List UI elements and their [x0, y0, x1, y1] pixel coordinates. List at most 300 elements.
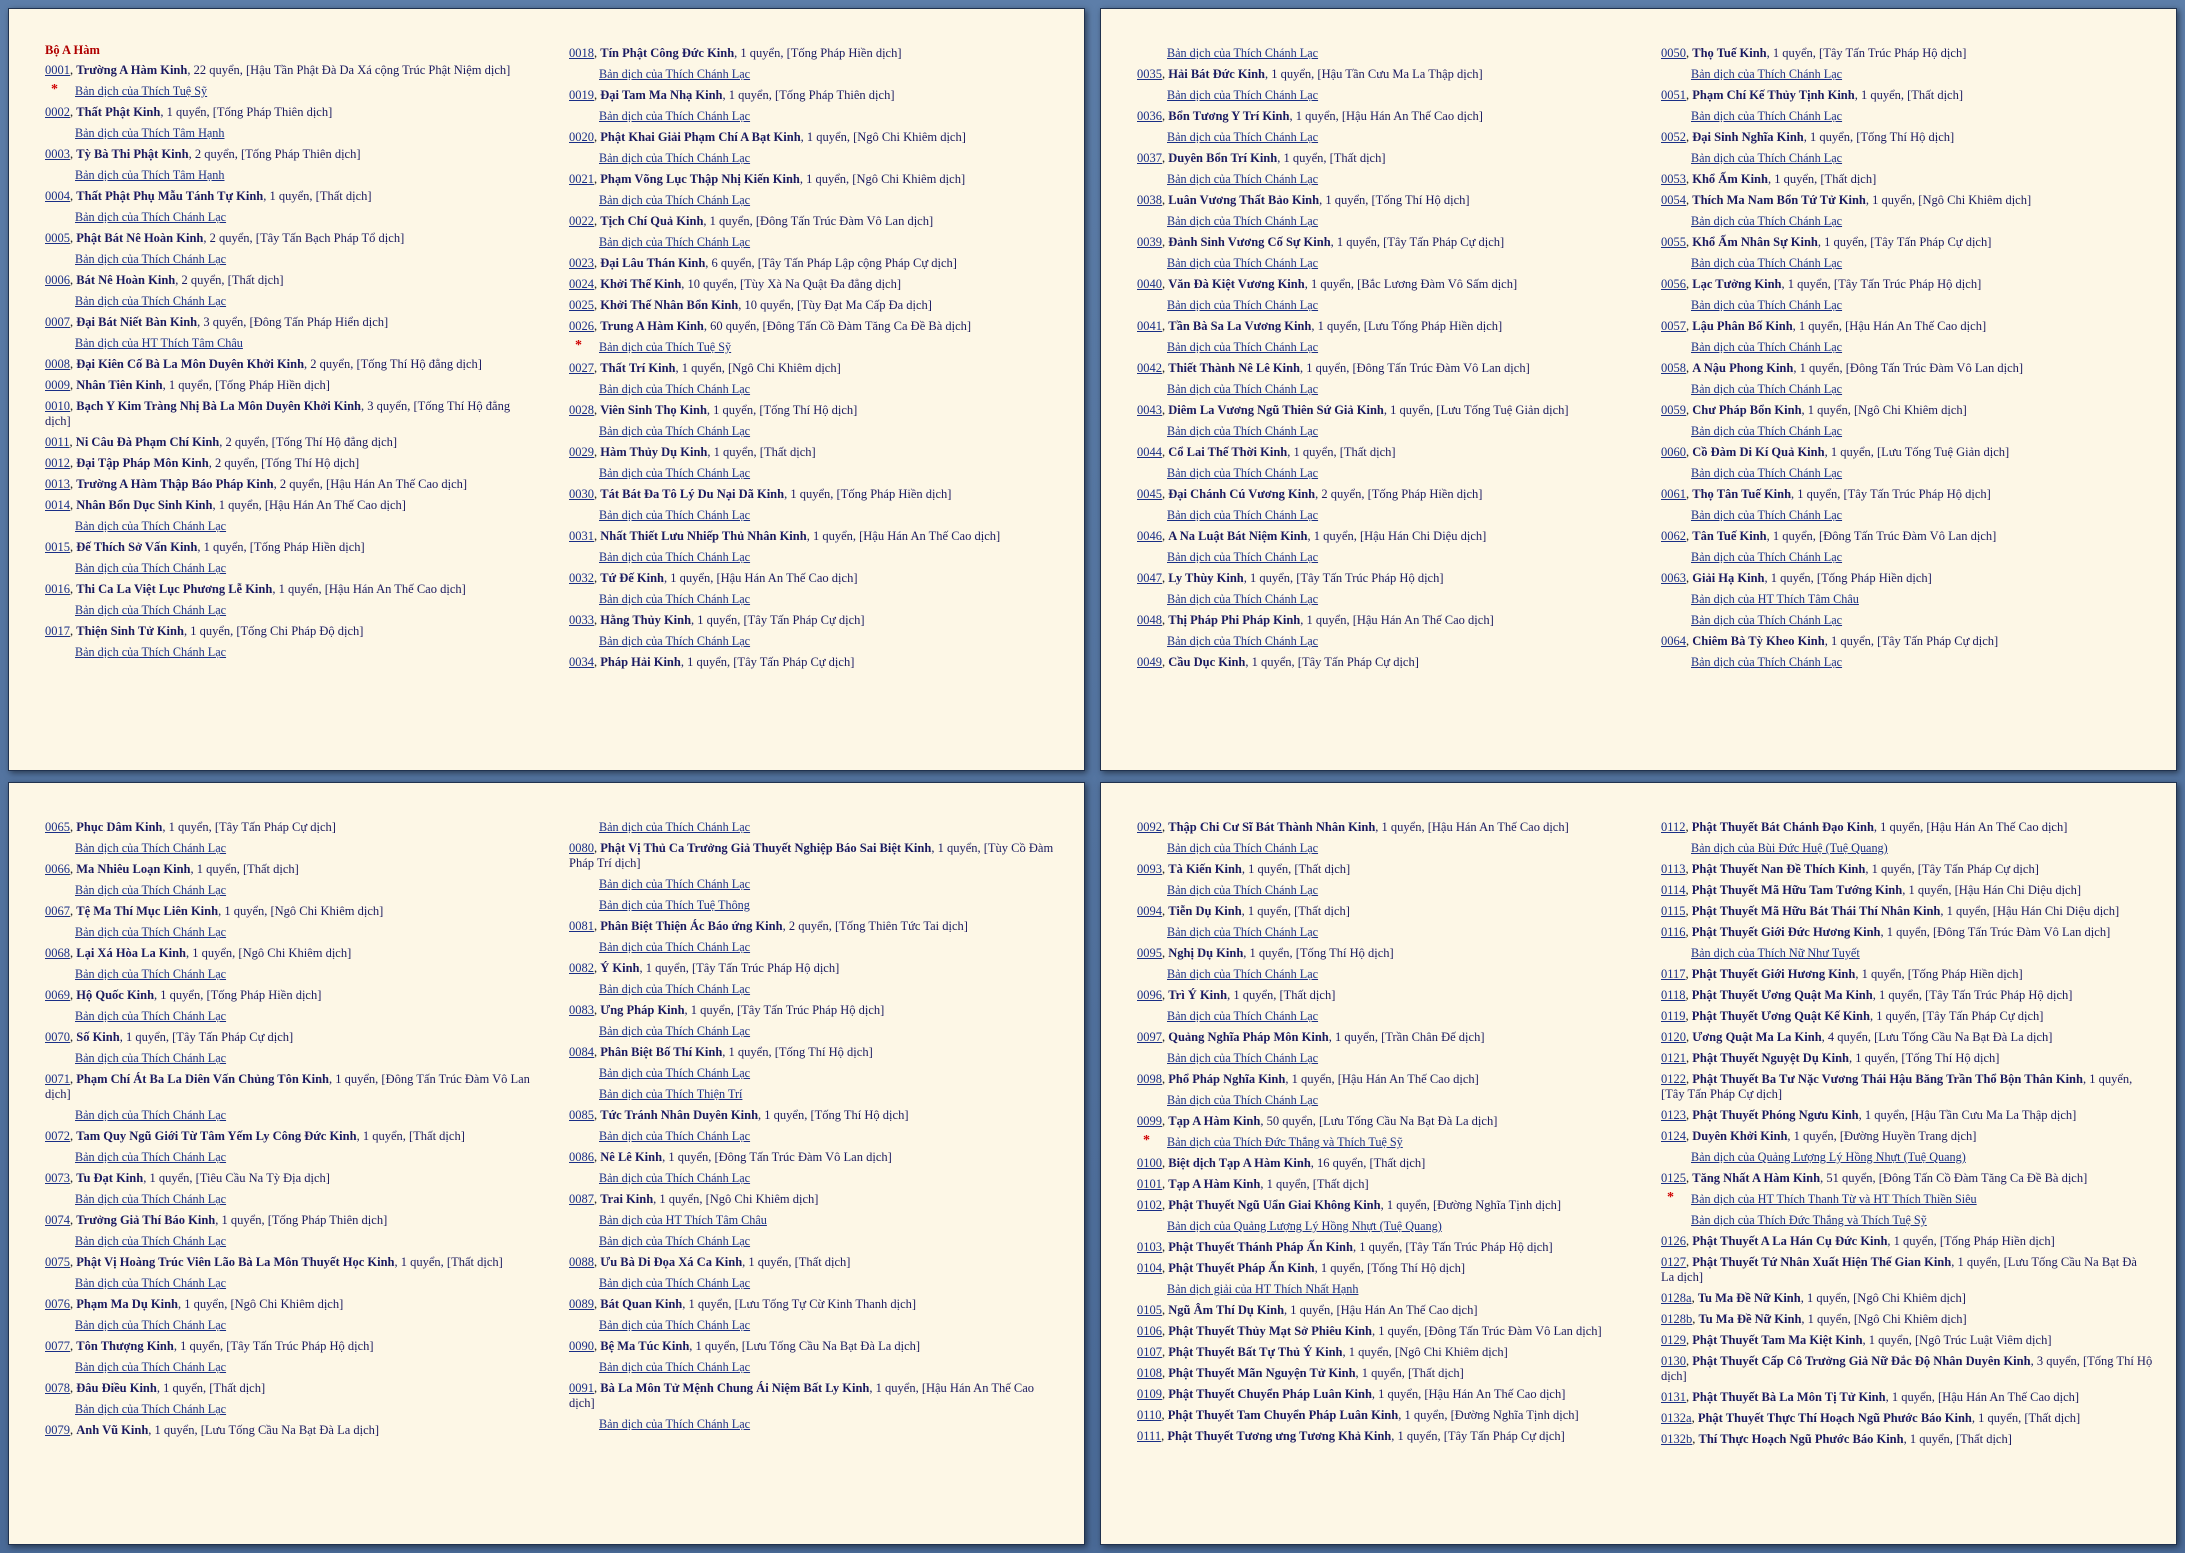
translation-link[interactable]: Bản dịch của Thích Chánh Lạc: [599, 151, 751, 165]
translation-link[interactable]: Bản dịch của Thích Chánh Lạc: [1167, 592, 1319, 606]
sutra-title: Nhân Tiên Kinh: [76, 378, 163, 392]
sutra-number-link[interactable]: 0095: [1137, 946, 1162, 960]
translation-link[interactable]: Bản dịch của Thích Chánh Lạc: [75, 841, 227, 855]
sutra-entry: [1137, 1363, 1629, 1384]
translation-link[interactable]: Bản dịch của HT Thích Tâm Châu: [1691, 592, 1859, 606]
translation-entry: [1137, 169, 1629, 190]
sutra-number-link[interactable]: 0061: [1661, 487, 1686, 501]
sutra-number-link[interactable]: 0120: [1661, 1030, 1686, 1044]
sutra-number-link[interactable]: 0025: [569, 298, 594, 312]
sutra-entry-text: 0034, Pháp Hải Kinh, 1 quyển, [Tây Tấn Pháp Cự dịch]: [569, 655, 855, 669]
sutra-title: Hộ Quốc Kinh: [76, 988, 155, 1002]
sutra-number-link[interactable]: 0043: [1137, 403, 1162, 417]
translation-link[interactable]: Bản dịch của Thích Chánh Lạc: [599, 67, 751, 81]
sutra-title: Hằng Thủy Kinh: [600, 613, 692, 627]
sutra-number-link[interactable]: 0035: [1137, 67, 1162, 81]
sutra-title: Nhân Bổn Dục Sinh Kinh: [76, 498, 213, 512]
sutra-meta: , 1 quyển, [Đông Tấn Trúc Đàm Vô Lan dịch]: [45, 1072, 530, 1101]
translation-link[interactable]: Bản dịch của Thích Chánh Lạc: [599, 193, 751, 207]
sutra-number-link[interactable]: 0052: [1661, 130, 1686, 144]
translation-link[interactable]: Bản dịch của Thích Chánh Lạc: [75, 883, 227, 897]
translation-link[interactable]: Bản dịch của Thích Chánh Lạc: [599, 982, 751, 996]
sutra-number-link[interactable]: 0001: [45, 63, 70, 77]
sutra-number-link[interactable]: 0071: [45, 1072, 70, 1086]
sutra-number-link[interactable]: 0131: [1661, 1390, 1686, 1404]
translation-link[interactable]: Bản dịch của Thích Chánh Lạc: [1167, 841, 1319, 855]
sutra-number-link[interactable]: 0014: [45, 498, 70, 512]
sutra-entry-text: 0012, Đại Tập Pháp Môn Kinh, 2 quyển, [Tống Thí Hộ dịch]: [45, 456, 360, 470]
document-page: [1100, 782, 2177, 1545]
sutra-number-link[interactable]: 0119: [1661, 1009, 1686, 1023]
sutra-number-link[interactable]: 0024: [569, 277, 594, 291]
sutra-title: Trường A Hàm Thập Báo Pháp Kinh: [76, 477, 274, 491]
translation-link[interactable]: Bản dịch của Thích Chánh Lạc: [75, 519, 227, 533]
sutra-title: Duyên Bổn Trí Kinh: [1168, 151, 1278, 165]
sutra-number-link[interactable]: 0115: [1661, 904, 1686, 918]
translation-link[interactable]: Bản dịch của Thích Chánh Lạc: [1691, 256, 1843, 270]
translation-link[interactable]: Bản dịch của Thích Chánh Lạc: [1691, 67, 1843, 81]
sutra-number-link[interactable]: 0064: [1661, 634, 1686, 648]
sutra-number-link[interactable]: 0096: [1137, 988, 1162, 1002]
translation-link[interactable]: Bản dịch của Thích Chánh Lạc: [1691, 550, 1843, 564]
sutra-number-link[interactable]: 0067: [45, 904, 70, 918]
sutra-number-link[interactable]: 0097: [1137, 1030, 1162, 1044]
translation-link[interactable]: Bản dịch của Thích Chánh Lạc: [1167, 214, 1319, 228]
sutra-number-link[interactable]: 0084: [569, 1045, 594, 1059]
sutra-entry-text: 0126, Phật Thuyết A La Hán Cụ Đức Kinh, 1 quyển, [Tống Pháp Hiền dịch]: [1661, 1234, 2055, 1248]
translation-link[interactable]: Bản dịch của Thích Chánh Lạc: [1167, 967, 1319, 981]
sutra-number-link[interactable]: 0031: [569, 529, 594, 543]
translation-link[interactable]: Bản dịch của Thích Chánh Lạc: [599, 508, 751, 522]
sutra-number-link[interactable]: 0063: [1661, 571, 1686, 585]
sutra-number-link[interactable]: 0100: [1137, 1156, 1162, 1170]
translation-link[interactable]: Bản dịch của Thích Tuệ Sỹ: [599, 340, 732, 354]
translation-link[interactable]: Bản dịch của Thích Chánh Lạc: [599, 235, 751, 249]
sutra-number-link[interactable]: 0128a: [1661, 1291, 1692, 1305]
sutra-number-link[interactable]: 0121: [1661, 1051, 1686, 1065]
translation-entry: [45, 165, 537, 186]
translation-entry: [1137, 43, 1629, 64]
sutra-number-link[interactable]: 0081: [569, 919, 594, 933]
translation-link[interactable]: Bản dịch của Thích Chánh Lạc: [75, 1234, 227, 1248]
translation-link[interactable]: Bản dịch của Thích Chánh Lạc: [1167, 256, 1319, 270]
sutra-number-link[interactable]: 0130: [1661, 1354, 1686, 1368]
translation-link[interactable]: Bản dịch của Thích Đức Thắng và Thích Tuệ Sỹ: [1167, 1135, 1403, 1149]
sutra-number-link[interactable]: 0016: [45, 582, 70, 596]
sutra-title: Bát Quan Kinh: [600, 1297, 683, 1311]
translation-link[interactable]: Bản dịch của Thích Chánh Lạc: [599, 940, 751, 954]
sutra-number-link[interactable]: 0082: [569, 961, 594, 975]
sutra-number-link[interactable]: 0104: [1137, 1261, 1162, 1275]
translation-link[interactable]: Bản dịch của Thích Chánh Lạc: [1691, 655, 1843, 669]
sutra-title: Ma Nhiêu Loạn Kinh: [76, 862, 191, 876]
sutra-number-link[interactable]: 0028: [569, 403, 594, 417]
sutra-number-link[interactable]: 0041: [1137, 319, 1162, 333]
sutra-number-link[interactable]: 0080: [569, 841, 594, 855]
sutra-number-link[interactable]: 0102: [1137, 1198, 1162, 1212]
sutra-entry: [569, 526, 1061, 547]
sutra-title: Luân Vương Thất Bảo Kinh: [1168, 193, 1320, 207]
translation-link[interactable]: Bản dịch của Thích Chánh Lạc: [599, 1129, 751, 1143]
sutra-entry-text: 0069, Hộ Quốc Kinh, 1 quyển, [Tống Pháp Hiền dịch]: [45, 988, 322, 1002]
sutra-number-link[interactable]: 0030: [569, 487, 594, 501]
sutra-number-link[interactable]: 0003: [45, 147, 70, 161]
translation-link[interactable]: Bản dịch của Thích Chánh Lạc: [1167, 88, 1319, 102]
translation-link[interactable]: Bản dịch của Thích Chánh Lạc: [599, 1066, 751, 1080]
sutra-entry: [1137, 1195, 1629, 1216]
sutra-title: Phật Thuyết A La Hán Cụ Đức Kinh: [1692, 1234, 1888, 1248]
sutra-title: Đại Chánh Cú Vương Kinh: [1168, 487, 1316, 501]
translation-link[interactable]: Bản dịch của Thích Chánh Lạc: [75, 645, 227, 659]
translation-link[interactable]: Bản dịch của Thích Chánh Lạc: [1691, 298, 1843, 312]
translation-link[interactable]: Bản dịch của Thích Chánh Lạc: [599, 1024, 751, 1038]
translation-link[interactable]: Bản dịch của Thích Chánh Lạc: [75, 252, 227, 266]
sutra-entry-text: 0057, Lậu Phân Bố Kinh, 1 quyển, [Hậu Hán An Thế Cao dịch]: [1661, 319, 1987, 333]
translation-link[interactable]: Bản dịch của Thích Tâm Hạnh: [75, 126, 225, 140]
sutra-title: Tôn Thượng Kinh: [76, 1339, 174, 1353]
translation-link[interactable]: Bản dịch của Thích Chánh Lạc: [1167, 130, 1319, 144]
translation-link[interactable]: Bản dịch của Thích Thiện Trí: [599, 1087, 743, 1101]
sutra-number-link[interactable]: 0105: [1137, 1303, 1162, 1317]
sutra-number-link[interactable]: 0108: [1137, 1366, 1162, 1380]
sutra-number-link[interactable]: 0062: [1661, 529, 1686, 543]
sutra-number-link[interactable]: 0049: [1137, 655, 1162, 669]
translation-entry: [45, 1231, 537, 1252]
translation-link[interactable]: Bản dịch của Thích Tâm Hạnh: [75, 168, 225, 182]
sutra-number-link[interactable]: 0027: [569, 361, 594, 375]
translation-link[interactable]: Bản dịch của Thích Chánh Lạc: [1167, 424, 1319, 438]
translation-link[interactable]: Bản dịch của Thích Chánh Lạc: [1691, 109, 1843, 123]
sutra-number-link[interactable]: 0109: [1137, 1387, 1162, 1401]
sutra-title: Phổ Pháp Nghĩa Kinh: [1168, 1072, 1286, 1086]
translation-link[interactable]: Bản dịch của Thích Chánh Lạc: [599, 1276, 751, 1290]
sutra-number-link[interactable]: 0004: [45, 189, 70, 203]
translation-entry: [1661, 838, 2153, 859]
sutra-number-link[interactable]: 0057: [1661, 319, 1686, 333]
sutra-number-link[interactable]: 0009: [45, 378, 70, 392]
sutra-number-link[interactable]: 0126: [1661, 1234, 1686, 1248]
translation-link[interactable]: Bản dịch của Thích Chánh Lạc: [1167, 172, 1319, 186]
sutra-number-link[interactable]: 0040: [1137, 277, 1162, 291]
translation-link[interactable]: Bản dịch của Thích Chánh Lạc: [599, 634, 751, 648]
sutra-number-link[interactable]: 0051: [1661, 88, 1686, 102]
translation-link[interactable]: Bản dịch của Thích Chánh Lạc: [1167, 1051, 1319, 1065]
sutra-number-link[interactable]: 0098: [1137, 1072, 1162, 1086]
translation-link[interactable]: Bản dịch của Thích Chánh Lạc: [1167, 466, 1319, 480]
translation-link[interactable]: Bản dịch của Thích Chánh Lạc: [599, 820, 751, 834]
sutra-number-link[interactable]: 0022: [569, 214, 594, 228]
translation-link[interactable]: Bản dịch của Thích Chánh Lạc: [75, 1150, 227, 1164]
sutra-entry: [569, 610, 1061, 631]
translation-link[interactable]: Bản dịch của HT Thích Tâm Châu: [75, 336, 243, 350]
translation-entry: [45, 249, 537, 270]
sutra-number-link[interactable]: 0037: [1137, 151, 1162, 165]
sutra-entry: [1137, 568, 1629, 589]
sutra-title: Phật Thuyết Thủy Mạt Sở Phiêu Kinh: [1168, 1324, 1372, 1338]
translation-link[interactable]: Bản dịch của Thích Chánh Lạc: [1691, 613, 1843, 627]
sutra-entry-text: 0067, Tệ Ma Thí Mục Liên Kinh, 1 quyển, [Ngô Chi Khiêm dịch]: [45, 904, 384, 918]
sutra-number-link[interactable]: 0118: [1661, 988, 1686, 1002]
translation-link[interactable]: Bản dịch của Thích Chánh Lạc: [1167, 925, 1319, 939]
sutra-number-link[interactable]: 0013: [45, 477, 70, 491]
translation-link[interactable]: Bản dịch của Thích Chánh Lạc: [1167, 508, 1319, 522]
sutra-number-link[interactable]: 0010: [45, 399, 70, 413]
sutra-number-link[interactable]: 0078: [45, 1381, 70, 1395]
sutra-number-link[interactable]: 0048: [1137, 613, 1162, 627]
translation-link[interactable]: Bản dịch của Thích Chánh Lạc: [599, 382, 751, 396]
sutra-number-link[interactable]: 0008: [45, 357, 70, 371]
sutra-meta: , 1 quyển, [Tống Pháp Hiền dịch]: [1855, 967, 2023, 981]
sutra-number-link[interactable]: 0055: [1661, 235, 1686, 249]
sutra-number-link[interactable]: 0046: [1137, 529, 1162, 543]
sutra-number-link[interactable]: 0092: [1137, 820, 1162, 834]
sutra-meta: , 1 quyển, [Tống Thí Hộ dịch]: [1849, 1051, 2000, 1065]
sutra-number-link[interactable]: 0050: [1661, 46, 1686, 60]
translation-link[interactable]: Bản dịch của Thích Chánh Lạc: [599, 1318, 751, 1332]
sutra-number-link[interactable]: 0122: [1661, 1072, 1686, 1086]
translation-link[interactable]: Bản dịch của Thích Chánh Lạc: [75, 1108, 227, 1122]
sutra-number-link[interactable]: 0111: [1137, 1429, 1162, 1443]
sutra-entry-text: 0129, Phật Thuyết Tam Ma Kiệt Kinh, 1 quyển, [Ngô Trúc Luật Viêm dịch]: [1661, 1333, 2052, 1347]
sutra-number-link[interactable]: 0073: [45, 1171, 70, 1185]
sutra-number-link[interactable]: 0038: [1137, 193, 1162, 207]
sutra-number-link[interactable]: 0074: [45, 1213, 70, 1227]
sutra-title: Đảnh Sinh Vương Cố Sự Kinh: [1168, 235, 1331, 249]
translation-entry: [1661, 253, 2153, 274]
sutra-number-link[interactable]: 0070: [45, 1030, 70, 1044]
sutra-entry-text: 0007, Đại Bát Niết Bàn Kinh, 3 quyển, [Đông Tấn Pháp Hiển dịch]: [45, 315, 389, 329]
sutra-meta: , 1 quyển, [Tây Tấn Pháp Cự dịch]: [1824, 634, 1999, 648]
translation-link[interactable]: Bản dịch của Thích Chánh Lạc: [1691, 508, 1843, 522]
translation-link[interactable]: Bản dịch của Thích Chánh Lạc: [599, 466, 751, 480]
translation-link[interactable]: Bản dịch giải của HT Thích Nhất Hạnh: [1167, 1282, 1359, 1296]
sutra-number-link[interactable]: 0087: [569, 1192, 594, 1206]
translation-link[interactable]: Bản dịch của Thích Chánh Lạc: [1167, 1093, 1319, 1107]
sutra-number-link[interactable]: 0106: [1137, 1324, 1162, 1338]
sutra-number-link[interactable]: 0114: [1661, 883, 1686, 897]
translation-link[interactable]: Bản dịch của Thích Chánh Lạc: [75, 1192, 227, 1206]
translation-link[interactable]: Bản dịch của Thích Chánh Lạc: [75, 1402, 227, 1416]
translation-entry: [1661, 463, 2153, 484]
sutra-number-link[interactable]: 0058: [1661, 361, 1686, 375]
sutra-title: Khổ Ấm Nhân Sự Kinh: [1692, 235, 1818, 249]
translation-link[interactable]: Bản dịch của Thích Chánh Lạc: [599, 877, 751, 891]
translation-link[interactable]: Bản dịch của Thích Chánh Lạc: [599, 592, 751, 606]
sutra-number-link[interactable]: 0017: [45, 624, 70, 638]
sutra-entry: [1661, 43, 2153, 64]
translation-link[interactable]: Bản dịch của HT Thích Thanh Từ và HT Thích Thiền Siêu: [1691, 1192, 1977, 1206]
sutra-number-link[interactable]: 0056: [1661, 277, 1686, 291]
sutra-number-link[interactable]: 0090: [569, 1339, 594, 1353]
sutra-title: Phạm Chí Kế Thủy Tịnh Kinh: [1692, 88, 1855, 102]
sutra-number-link[interactable]: 0023: [569, 256, 594, 270]
sutra-number-link[interactable]: 0060: [1661, 445, 1686, 459]
translation-link[interactable]: Bản dịch của Thích Chánh Lạc: [1167, 883, 1319, 897]
sutra-number-link[interactable]: 0018: [569, 46, 594, 60]
sutra-number-link[interactable]: 0066: [45, 862, 70, 876]
translation-link[interactable]: Bản dịch của Thích Chánh Lạc: [1691, 340, 1843, 354]
sutra-number-link[interactable]: 0099: [1137, 1114, 1162, 1128]
sutra-number-link[interactable]: 0047: [1137, 571, 1162, 585]
sutra-number-link[interactable]: 0103: [1137, 1240, 1162, 1254]
sutra-number-link[interactable]: 0011: [45, 435, 70, 449]
sutra-number-link[interactable]: 0117: [1661, 967, 1686, 981]
translation-entry: [569, 1063, 1061, 1084]
sutra-entry: [45, 1420, 537, 1441]
translation-link[interactable]: Bản dịch của Thích Đức Thắng và Thích Tuệ Sỹ: [1691, 1213, 1927, 1227]
sutra-number-link[interactable]: 0091: [569, 1381, 594, 1395]
translation-link[interactable]: Bản dịch của Thích Tuệ Sỹ: [75, 84, 208, 98]
sutra-number-link[interactable]: 0015: [45, 540, 70, 554]
sutra-number-link[interactable]: 0127: [1661, 1255, 1686, 1269]
sutra-number-link[interactable]: 0005: [45, 231, 70, 245]
sutra-title: Đại Tập Pháp Môn Kinh: [76, 456, 209, 470]
translation-link[interactable]: Bản dịch của Thích Chánh Lạc: [1691, 424, 1843, 438]
sutra-number-link[interactable]: 0107: [1137, 1345, 1162, 1359]
translation-link[interactable]: Bản dịch của Thích Nữ Như Tuyết: [1691, 946, 1860, 960]
sutra-number-link[interactable]: 0110: [1137, 1408, 1162, 1422]
translation-link[interactable]: Bản dịch của Thích Chánh Lạc: [599, 109, 751, 123]
sutra-number-link[interactable]: 0033: [569, 613, 594, 627]
sutra-number-link[interactable]: 0006: [45, 273, 70, 287]
sutra-number-link[interactable]: 0085: [569, 1108, 594, 1122]
translation-link[interactable]: Bản dịch của Thích Chánh Lạc: [1167, 298, 1319, 312]
translation-link[interactable]: Bản dịch của Thích Chánh Lạc: [1167, 340, 1319, 354]
translation-link[interactable]: Bản dịch của Quảng Lượng Lý Hồng Nhựt (Tuệ Quang): [1167, 1219, 1442, 1233]
sutra-meta: , 60 quyển, [Đông Tấn Cồ Đàm Tăng Ca Đề Bà dịch]: [703, 319, 972, 333]
sutra-number-link[interactable]: 0116: [1661, 925, 1686, 939]
sutra-meta: , 1 quyển, [Đông Tấn Trúc Đàm Vô Lan dịch]: [1766, 529, 1997, 543]
sutra-number-link[interactable]: 0019: [569, 88, 594, 102]
sutra-number-link[interactable]: 0007: [45, 315, 70, 329]
sutra-number-link[interactable]: 0132a: [1661, 1411, 1692, 1425]
sutra-number-link[interactable]: 0079: [45, 1423, 70, 1437]
translation-link[interactable]: Bản dịch của Thích Chánh Lạc: [1691, 151, 1843, 165]
translation-link[interactable]: Bản dịch của Thích Chánh Lạc: [599, 550, 751, 564]
sutra-number-link[interactable]: 0029: [569, 445, 594, 459]
translation-link[interactable]: Bản dịch của Thích Chánh Lạc: [1167, 1009, 1319, 1023]
sutra-number-link[interactable]: 0112: [1661, 820, 1686, 834]
translation-link[interactable]: Bản dịch của Thích Chánh Lạc: [1167, 550, 1319, 564]
translation-link[interactable]: Bản dịch của Thích Chánh Lạc: [75, 1360, 227, 1374]
sutra-number-link[interactable]: 0086: [569, 1150, 594, 1164]
translation-link[interactable]: Bản dịch của Thích Chánh Lạc: [599, 424, 751, 438]
sutra-number-link[interactable]: 0125: [1661, 1171, 1686, 1185]
sutra-number-link[interactable]: 0020: [569, 130, 594, 144]
translation-link[interactable]: Bản dịch của Quảng Lượng Lý Hồng Nhựt (Tuệ Quang): [1691, 1150, 1966, 1164]
sutra-number-link[interactable]: 0021: [569, 172, 594, 186]
sutra-number-link[interactable]: 0012: [45, 456, 70, 470]
translation-link[interactable]: Bản dịch của Thích Chánh Lạc: [599, 1234, 751, 1248]
sutra-entry-text: 0005, Phật Bát Nê Hoàn Kinh, 2 quyển, [Tây Tấn Bạch Pháp Tổ dịch]: [45, 231, 405, 245]
sutra-number-link[interactable]: 0124: [1661, 1129, 1686, 1143]
sutra-number-link[interactable]: 0123: [1661, 1108, 1686, 1122]
sutra-number-link[interactable]: 0039: [1137, 235, 1162, 249]
sutra-entry-text: 0040, Văn Đà Kiệt Vương Kinh, 1 quyển, [Bắc Lương Đàm Vô Sấm dịch]: [1137, 277, 1518, 291]
sutra-title: Phân Biệt Thiện Ác Báo ứng Kinh: [600, 919, 783, 933]
sutra-number-link[interactable]: 0026: [569, 319, 594, 333]
sutra-number-link[interactable]: 0042: [1137, 361, 1162, 375]
translation-link[interactable]: Bản dịch của Thích Chánh Lạc: [1691, 214, 1843, 228]
sutra-entry: [1661, 1429, 2153, 1450]
sutra-title: Tứ Đế Kinh: [600, 571, 665, 585]
sutra-number-link[interactable]: 0059: [1661, 403, 1686, 417]
sutra-number-link[interactable]: 0113: [1661, 862, 1686, 876]
sutra-entry-text: 0106, Phật Thuyết Thủy Mạt Sở Phiêu Kinh, 1 quyển, [Đông Tấn Trúc Đàm Vô Lan dịch]: [1137, 1324, 1602, 1338]
translation-link[interactable]: Bản dịch của Thích Chánh Lạc: [75, 1318, 227, 1332]
sutra-meta: , 1 quyển, [Thất dịch]: [263, 189, 372, 203]
translation-link[interactable]: Bản dịch của Thích Chánh Lạc: [75, 967, 227, 981]
translation-link[interactable]: Bản dịch của Thích Chánh Lạc: [1691, 466, 1843, 480]
translation-link[interactable]: Bản dịch của Thích Chánh Lạc: [75, 1051, 227, 1065]
sutra-number-link[interactable]: 0088: [569, 1255, 594, 1269]
sutra-number-link[interactable]: 0054: [1661, 193, 1686, 207]
sutra-number-link[interactable]: 0069: [45, 988, 70, 1002]
sutra-entry: [1661, 1288, 2153, 1309]
translation-link[interactable]: Bản dịch của Thích Chánh Lạc: [75, 603, 227, 617]
sutra-number-link[interactable]: 0089: [569, 1297, 594, 1311]
translation-link[interactable]: Bản dịch của Thích Chánh Lạc: [75, 210, 227, 224]
sutra-number-link[interactable]: 0075: [45, 1255, 70, 1269]
sutra-number-link[interactable]: 0034: [569, 655, 594, 669]
sutra-number-link[interactable]: 0093: [1137, 862, 1162, 876]
translation-link[interactable]: Bản dịch của Thích Chánh Lạc: [75, 294, 227, 308]
translation-entry: [45, 964, 537, 985]
translation-entry: [45, 1048, 537, 1069]
sutra-number-link[interactable]: 0053: [1661, 172, 1686, 186]
sutra-entry-text: 0062, Tân Tuế Kinh, 1 quyển, [Đông Tấn Trúc Đàm Vô Lan dịch]: [1661, 529, 1997, 543]
translation-link[interactable]: Bản dịch của Thích Chánh Lạc: [1691, 382, 1843, 396]
translation-link[interactable]: Bản dịch của Thích Tuệ Thông: [599, 898, 750, 912]
translation-link[interactable]: Bản dịch của Thích Chánh Lạc: [75, 925, 227, 939]
sutra-meta: , 1 quyển, [Hậu Hán An Thế Cao dịch]: [1885, 1390, 2080, 1404]
sutra-number-link[interactable]: 0032: [569, 571, 594, 585]
sutra-number-link[interactable]: 0128b: [1661, 1312, 1693, 1326]
sutra-number-link[interactable]: 0002: [45, 105, 70, 119]
translation-link[interactable]: Bản dịch của Thích Chánh Lạc: [75, 1276, 227, 1290]
translation-link[interactable]: Bản dịch của Thích Chánh Lạc: [1167, 46, 1319, 60]
sutra-meta: , 1 quyển, [Thất dịch]: [1971, 1411, 2081, 1425]
sutra-title: Tạp A Hàm Kinh: [1168, 1177, 1261, 1191]
translation-link[interactable]: Bản dịch của Bùi Đức Huệ (Tuệ Quang): [1691, 841, 1888, 855]
translation-link[interactable]: Bản dịch của HT Thích Tâm Châu: [599, 1213, 767, 1227]
sutra-number-link[interactable]: 0132b: [1661, 1432, 1693, 1446]
sutra-number-link[interactable]: 0065: [45, 820, 70, 834]
translation-link[interactable]: Bản dịch của Thích Chánh Lạc: [1167, 634, 1319, 648]
sutra-number-link[interactable]: 0083: [569, 1003, 594, 1017]
translation-link[interactable]: Bản dịch của Thích Chánh Lạc: [1167, 382, 1319, 396]
translation-link[interactable]: Bản dịch của Thích Chánh Lạc: [75, 561, 227, 575]
sutra-number-link[interactable]: 0044: [1137, 445, 1162, 459]
sutra-number-link[interactable]: 0072: [45, 1129, 70, 1143]
sutra-number-link[interactable]: 0036: [1137, 109, 1162, 123]
sutra-number-link[interactable]: 0077: [45, 1339, 70, 1353]
sutra-number-link[interactable]: 0129: [1661, 1333, 1686, 1347]
sutra-entry-text: 0061, Thọ Tân Tuế Kinh, 1 quyển, [Tây Tấn Trúc Pháp Hộ dịch]: [1661, 487, 1991, 501]
translation-link[interactable]: Bản dịch của Thích Chánh Lạc: [599, 1360, 751, 1374]
sutra-number-link[interactable]: 0101: [1137, 1177, 1162, 1191]
translation-link[interactable]: Bản dịch của Thích Chánh Lạc: [75, 1009, 227, 1023]
translation-link[interactable]: Bản dịch của Thích Chánh Lạc: [599, 1171, 751, 1185]
sutra-meta: , 1 quyển, [Tống Chi Pháp Độ dịch]: [183, 624, 364, 638]
sutra-number-link[interactable]: 0094: [1137, 904, 1162, 918]
sutra-number-link[interactable]: 0076: [45, 1297, 70, 1311]
translation-entry: [569, 1126, 1061, 1147]
translation-entry: [45, 1006, 537, 1027]
sutra-number-link[interactable]: 0068: [45, 946, 70, 960]
translation-link[interactable]: Bản dịch của Thích Chánh Lạc: [599, 1417, 751, 1431]
sutra-number-link[interactable]: 0045: [1137, 487, 1162, 501]
